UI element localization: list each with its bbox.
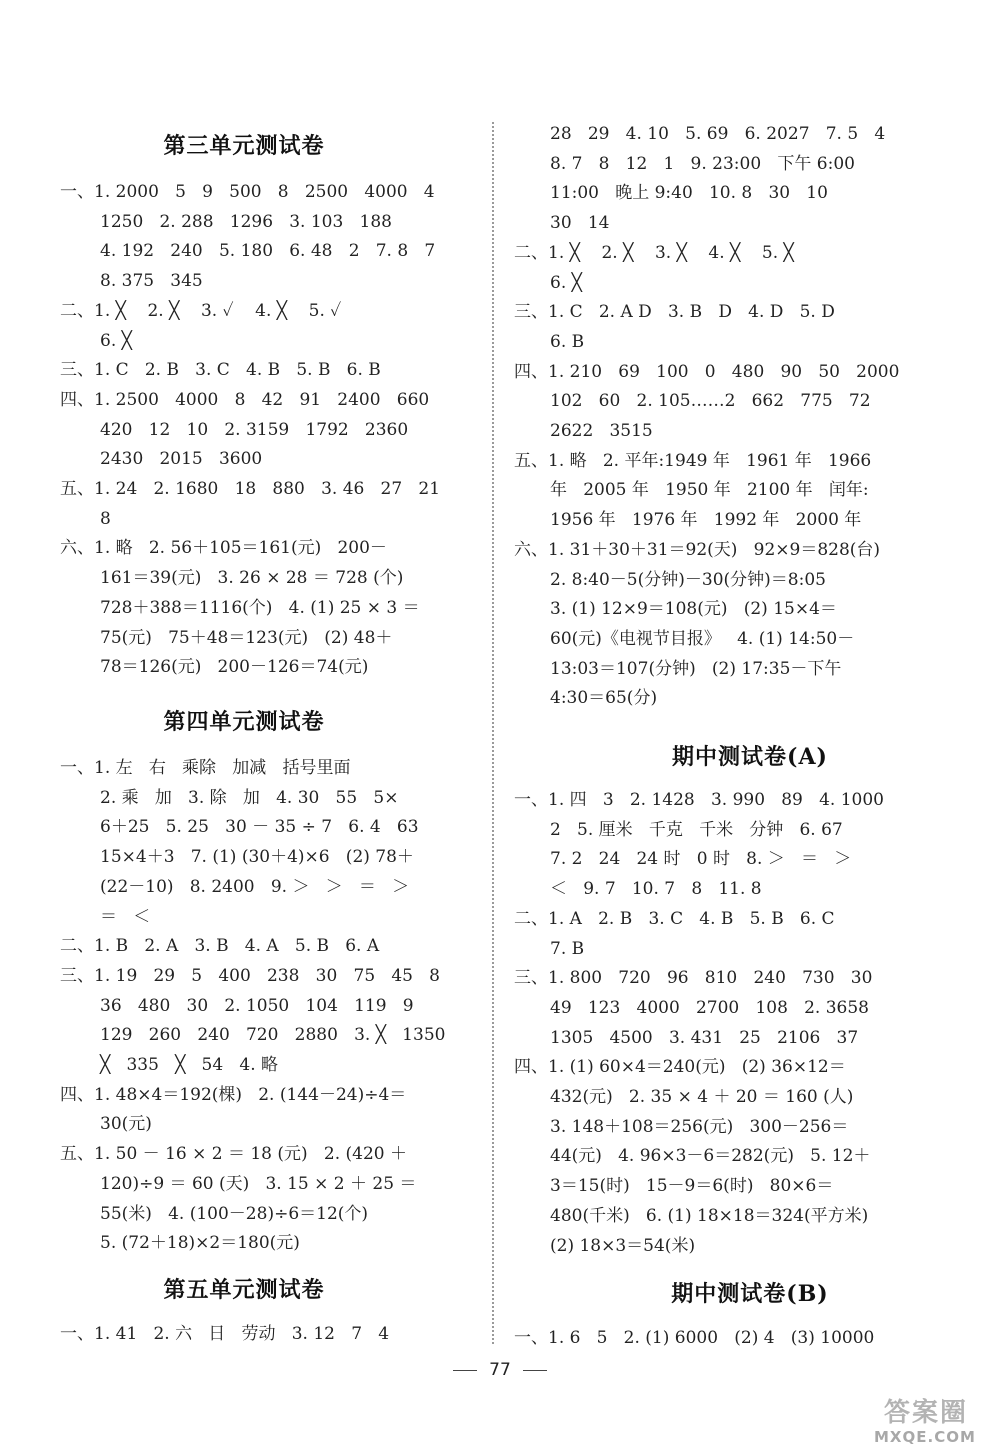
section-title: 第五单元测试卷 (163, 1277, 325, 1303)
page-footer (0, 1358, 1000, 1382)
answer-line: 2 5. 厘米 千克 千米 分钟 6. 67 (550, 820, 843, 840)
answer-line: 75(元) 75＋48＝123(元) (2) 48＋ (100, 628, 393, 648)
answer-line: 5. (72＋18)×2＝180(元) (100, 1233, 300, 1253)
answer-line: 一、1. 四 3 2. 1428 3. 990 89 4. 1000 (514, 790, 884, 810)
column-divider (492, 122, 494, 1344)
watermark-logo-text: 答案圈 (884, 1398, 969, 1428)
answer-line: (22－10) 8. 2400 9. ＞ ＞ ＝ ＞ (100, 877, 410, 897)
answer-line: 三、1. 19 29 5 400 238 30 75 45 8 (60, 966, 441, 986)
answer-line: 1956 年 1976 年 1992 年 2000 年 (550, 510, 862, 530)
answer-line: 五、1. 略 2. 平年:1949 年 1961 年 1966 (514, 451, 872, 471)
answer-line: 二、1. ╳ 2. ╳ 3. ╳ 4. ╳ 5. ╳ (514, 243, 794, 263)
answer-line: 3. (1) 12×9＝108(元) (2) 15×4＝ (550, 599, 837, 619)
answer-line: 4:30＝65(分) (550, 688, 658, 708)
answer-line: 7. B (550, 939, 585, 959)
answer-line: 30(元) (100, 1114, 152, 1134)
answer-line: 6. ╳ (100, 331, 132, 351)
answer-line: 二、1. A 2. B 3. C 4. B 5. B 6. C (514, 909, 835, 929)
answer-line: 728＋388＝1116(个) 4. (1) 25 × 3 ＝ (100, 598, 420, 618)
answer-line: 6. ╳ (550, 273, 582, 293)
answer-line: 2. 乘 加 3. 除 加 4. 30 55 5× (100, 788, 399, 808)
page-number: 77 (489, 1360, 511, 1380)
answer-line: 432(元) 2. 35 × 4 ＋ 20 ＝ 160 (人) (550, 1087, 854, 1107)
answer-line: 8. 7 8 12 1 9. 23:00 下午 6:00 (550, 154, 855, 174)
answer-line: 2430 2015 3600 (100, 449, 263, 469)
answer-line: 102 60 2. 105……2 662 775 72 (550, 391, 871, 411)
answer-line: 六、1. 31＋30＋31＝92(天) 92×9＝828(台) (514, 540, 881, 560)
answer-line: 30 14 (550, 213, 610, 233)
answer-line: 四、1. 48×4＝192(棵) 2. (144－24)÷4＝ (60, 1085, 407, 1105)
section-title: 第三单元测试卷 (163, 133, 325, 159)
answer-line: 13:03＝107(分钟) (2) 17:35－下午 (550, 659, 842, 679)
answer-line: 6. B (550, 332, 585, 352)
answer-line: 7. 2 24 24 时 0 时 8. ＞ ＝ ＞ (550, 849, 852, 869)
answer-line: 129 260 240 720 2880 3. ╳ 1350 (100, 1025, 446, 1045)
answer-line: 三、1. C 2. B 3. C 4. B 5. B 6. B (60, 360, 381, 380)
answer-line: 2622 3515 (550, 421, 653, 441)
answer-line: 一、1. 左 右 乘除 加减 括号里面 (60, 758, 351, 778)
answer-line: 44(元) 4. 96×3－6＝282(元) 5. 12＋ (550, 1146, 871, 1166)
answer-line: 8. 375 345 (100, 271, 203, 291)
answer-line: 年 2005 年 1950 年 2100 年 闰年: (550, 480, 869, 500)
answer-line: 五、1. 24 2. 1680 18 880 3. 46 27 21 (60, 479, 441, 499)
answer-line: 161＝39(元) 3. 26 × 28 ＝ 728 (个) (100, 568, 404, 588)
answer-line: 三、1. 800 720 96 810 240 730 30 (514, 968, 873, 988)
answer-line: 二、1. ╳ 2. ╳ 3. ✓ 4. ╳ 5. ✓ (60, 301, 342, 321)
answer-line: 78＝126(元) 200－126＝74(元) (100, 657, 369, 677)
footer-dash-right (523, 1370, 547, 1371)
answer-line: ＝ ＜ (100, 907, 151, 927)
answer-line: 一、1. 6 5 2. (1) 6000 (2) 4 (3) 10000 (514, 1328, 875, 1348)
answer-line: 1250 2. 288 1296 3. 103 188 (100, 212, 392, 232)
answer-line: 60(元)《电视节目报》 4. (1) 14:50－ (550, 629, 855, 649)
footer-dash-left (453, 1370, 477, 1371)
answer-line: 二、1. B 2. A 3. B 4. A 5. B 6. A (60, 936, 380, 956)
answer-line: 一、1. 41 2. 六 日 劳动 3. 12 7 4 (60, 1324, 390, 1344)
answer-line: 420 12 10 2. 3159 1792 2360 (100, 420, 409, 440)
answer-line: 8 (100, 509, 111, 529)
section-title: 期中测试卷(B) (671, 1281, 829, 1307)
answer-line: 四、1. (1) 60×4＝240(元) (2) 36×12＝ (514, 1057, 846, 1077)
answer-line: 28 29 4. 10 5. 69 6. 2027 7. 5 4 (550, 124, 886, 144)
answer-line: 三、1. C 2. A D 3. B D 4. D 5. D (514, 302, 835, 322)
answer-line: 55(米) 4. (100－28)÷6＝12(个) (100, 1204, 369, 1224)
answer-line: 六、1. 略 2. 56＋105＝161(元) 200－ (60, 538, 387, 558)
watermark-site: MXQE.COM (874, 1428, 976, 1446)
answer-line: ╳ 335 ╳ 54 4. 略 (100, 1055, 279, 1075)
answer-line: ＜ 9. 7 10. 7 8 11. 8 (550, 879, 762, 899)
answer-line: 6＋25 5. 25 30 － 35 ÷ 7 6. 4 63 (100, 817, 419, 837)
answer-line: 49 123 4000 2700 108 2. 3658 (550, 998, 869, 1018)
section-title: 第四单元测试卷 (163, 709, 325, 735)
answer-line: 3＝15(时) 15－9＝6(时) 80×6＝ (550, 1176, 834, 1196)
answer-line: 15×4＋3 7. (1) (30＋4)×6 (2) 78＋ (100, 847, 414, 867)
answer-line: 四、1. 2500 4000 8 42 91 2400 660 (60, 390, 430, 410)
answer-line: (2) 18×3＝54(米) (550, 1236, 696, 1256)
answer-line: 一、1. 2000 5 9 500 8 2500 4000 4 (60, 182, 435, 202)
answer-line: 3. 148＋108＝256(元) 300－256＝ (550, 1117, 849, 1137)
answer-line: 2. 8:40－5(分钟)－30(分钟)＝8:05 (550, 570, 826, 590)
answer-line: 11:00 晚上 9:40 10. 8 30 10 (550, 183, 828, 203)
answer-line: 四、1. 210 69 100 0 480 90 50 2000 (514, 362, 900, 382)
watermark-logo (874, 1398, 998, 1450)
answer-line: 4. 192 240 5. 180 6. 48 2 7. 8 7 (100, 241, 436, 261)
answer-line: 480(千米) 6. (1) 18×18＝324(平方米) (550, 1206, 869, 1226)
answer-line: 36 480 30 2. 1050 104 119 9 (100, 996, 414, 1016)
answer-line: 1305 4500 3. 431 25 2106 37 (550, 1028, 859, 1048)
section-title: 期中测试卷(A) (672, 744, 828, 770)
answer-line: 120)÷9 ＝ 60 (天) 3. 15 × 2 ＋ 25 ＝ (100, 1174, 417, 1194)
answer-line: 五、1. 50 － 16 × 2 ＝ 18 (元) 2. (420 ＋ (60, 1144, 407, 1164)
